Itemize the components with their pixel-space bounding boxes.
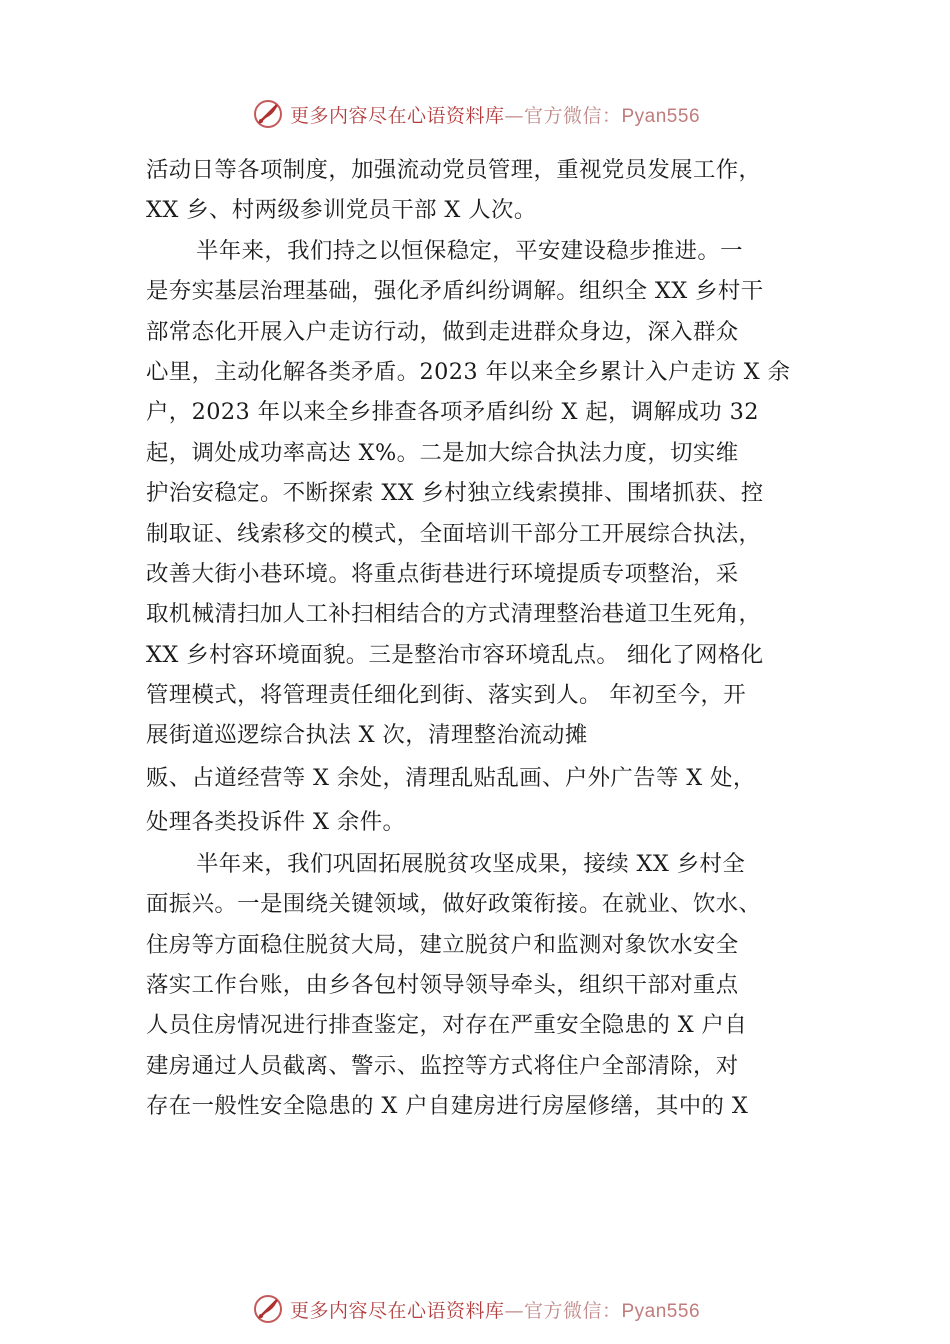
text-line: 住房等方面稳住脱贫大局，建立脱贫户和监测对象饮水安全	[146, 931, 739, 958]
text-line: 起，调处成功率高达 X%。二是加大综合执法力度，切实维	[146, 439, 739, 466]
quill-logo-icon	[250, 96, 286, 132]
watermark-id: Pyan556	[621, 105, 701, 127]
text-line: 改善大街小巷环境。将重点街巷进行环境提质专项整治，采	[146, 560, 739, 587]
header-watermark	[0, 94, 950, 134]
paragraph-start-line: 半年来，我们巩固拓展脱贫攻坚成果，接续 XX 乡村全	[196, 850, 746, 877]
text-line: 取机械清扫加人工补扫相结合的方式清理整治巷道卫生死角，	[146, 601, 762, 628]
text-line: 落实工作台账，由乡各包村领导领导牵头，组织干部对重点	[146, 972, 739, 999]
text-line: 户，2023 年以来全乡排查各项矛盾纠纷 X 起，调解成功 32	[146, 399, 759, 426]
text-line: 部常态化开展入户走访行动，做到走进群众身边，深入群众	[146, 318, 739, 345]
text-line: 建房通过人员截离、警示、监控等方式将住户全部清除，对	[146, 1052, 739, 1079]
text-line: 活动日等各项制度，加强流动党员管理，重视党员发展工作，	[146, 157, 762, 183]
text-line: 人员住房情况进行排查鉴定，对存在严重安全隐患的 X 户自	[146, 1012, 748, 1039]
text-line: 贩、占道经营等 X 余处，清理乱贴乱画、户外广告等 X 处，	[146, 764, 756, 791]
text-line: 存在一般性安全隐患的 X 户自建房进行房屋修缮，其中的 X	[146, 1093, 749, 1120]
text-line: 管理模式，将管理责任细化到街、落实到人。 年初至今，开	[146, 682, 747, 709]
text-line: XX 乡村容环境面貌。三是整治市容环境乱点。 细化了网格化	[146, 641, 764, 668]
footer-watermark	[0, 1289, 950, 1329]
watermark-id: Pyan556	[621, 1300, 701, 1322]
text-line: 面振兴。一是围绕关键领域，做好政策衔接。在就业、饮水、	[146, 891, 762, 918]
watermark-text	[290, 101, 700, 128]
watermark-main: 更多内容尽在心语资料库	[289, 104, 505, 127]
watermark-text	[290, 1296, 700, 1323]
text-line: 处理各类投诉件 X 余件。	[146, 808, 406, 835]
text-line: 护治安稳定。不断探索 XX 乡村独立线索摸排、围堵抓获、控	[146, 480, 764, 507]
text-line: 制取证、线索移交的模式，全面培训干部分工开展综合执法，	[146, 520, 762, 547]
text-line: 展街道巡逻综合执法 X 次，清理整治流动摊	[146, 722, 588, 749]
text-line: XX 乡、村两级参训党员干部 X 人次。	[146, 197, 537, 224]
text-line: 是夯实基层治理基础，强化矛盾纠纷调解。组织全 XX 乡村干	[146, 278, 764, 305]
text-line: 心里，主动化解各类矛盾。2023 年以来全乡累计入户走访 X 余	[146, 358, 791, 385]
quill-logo-icon	[250, 1291, 286, 1327]
paragraph-start-line: 半年来，我们持之以恒保稳定，平安建设稳步推进。一	[196, 237, 743, 264]
watermark-dash: —官方微信：	[504, 1299, 622, 1322]
document-body	[146, 150, 818, 1127]
watermark-main: 更多内容尽在心语资料库	[289, 1299, 505, 1322]
watermark-dash: —官方微信：	[504, 104, 622, 127]
